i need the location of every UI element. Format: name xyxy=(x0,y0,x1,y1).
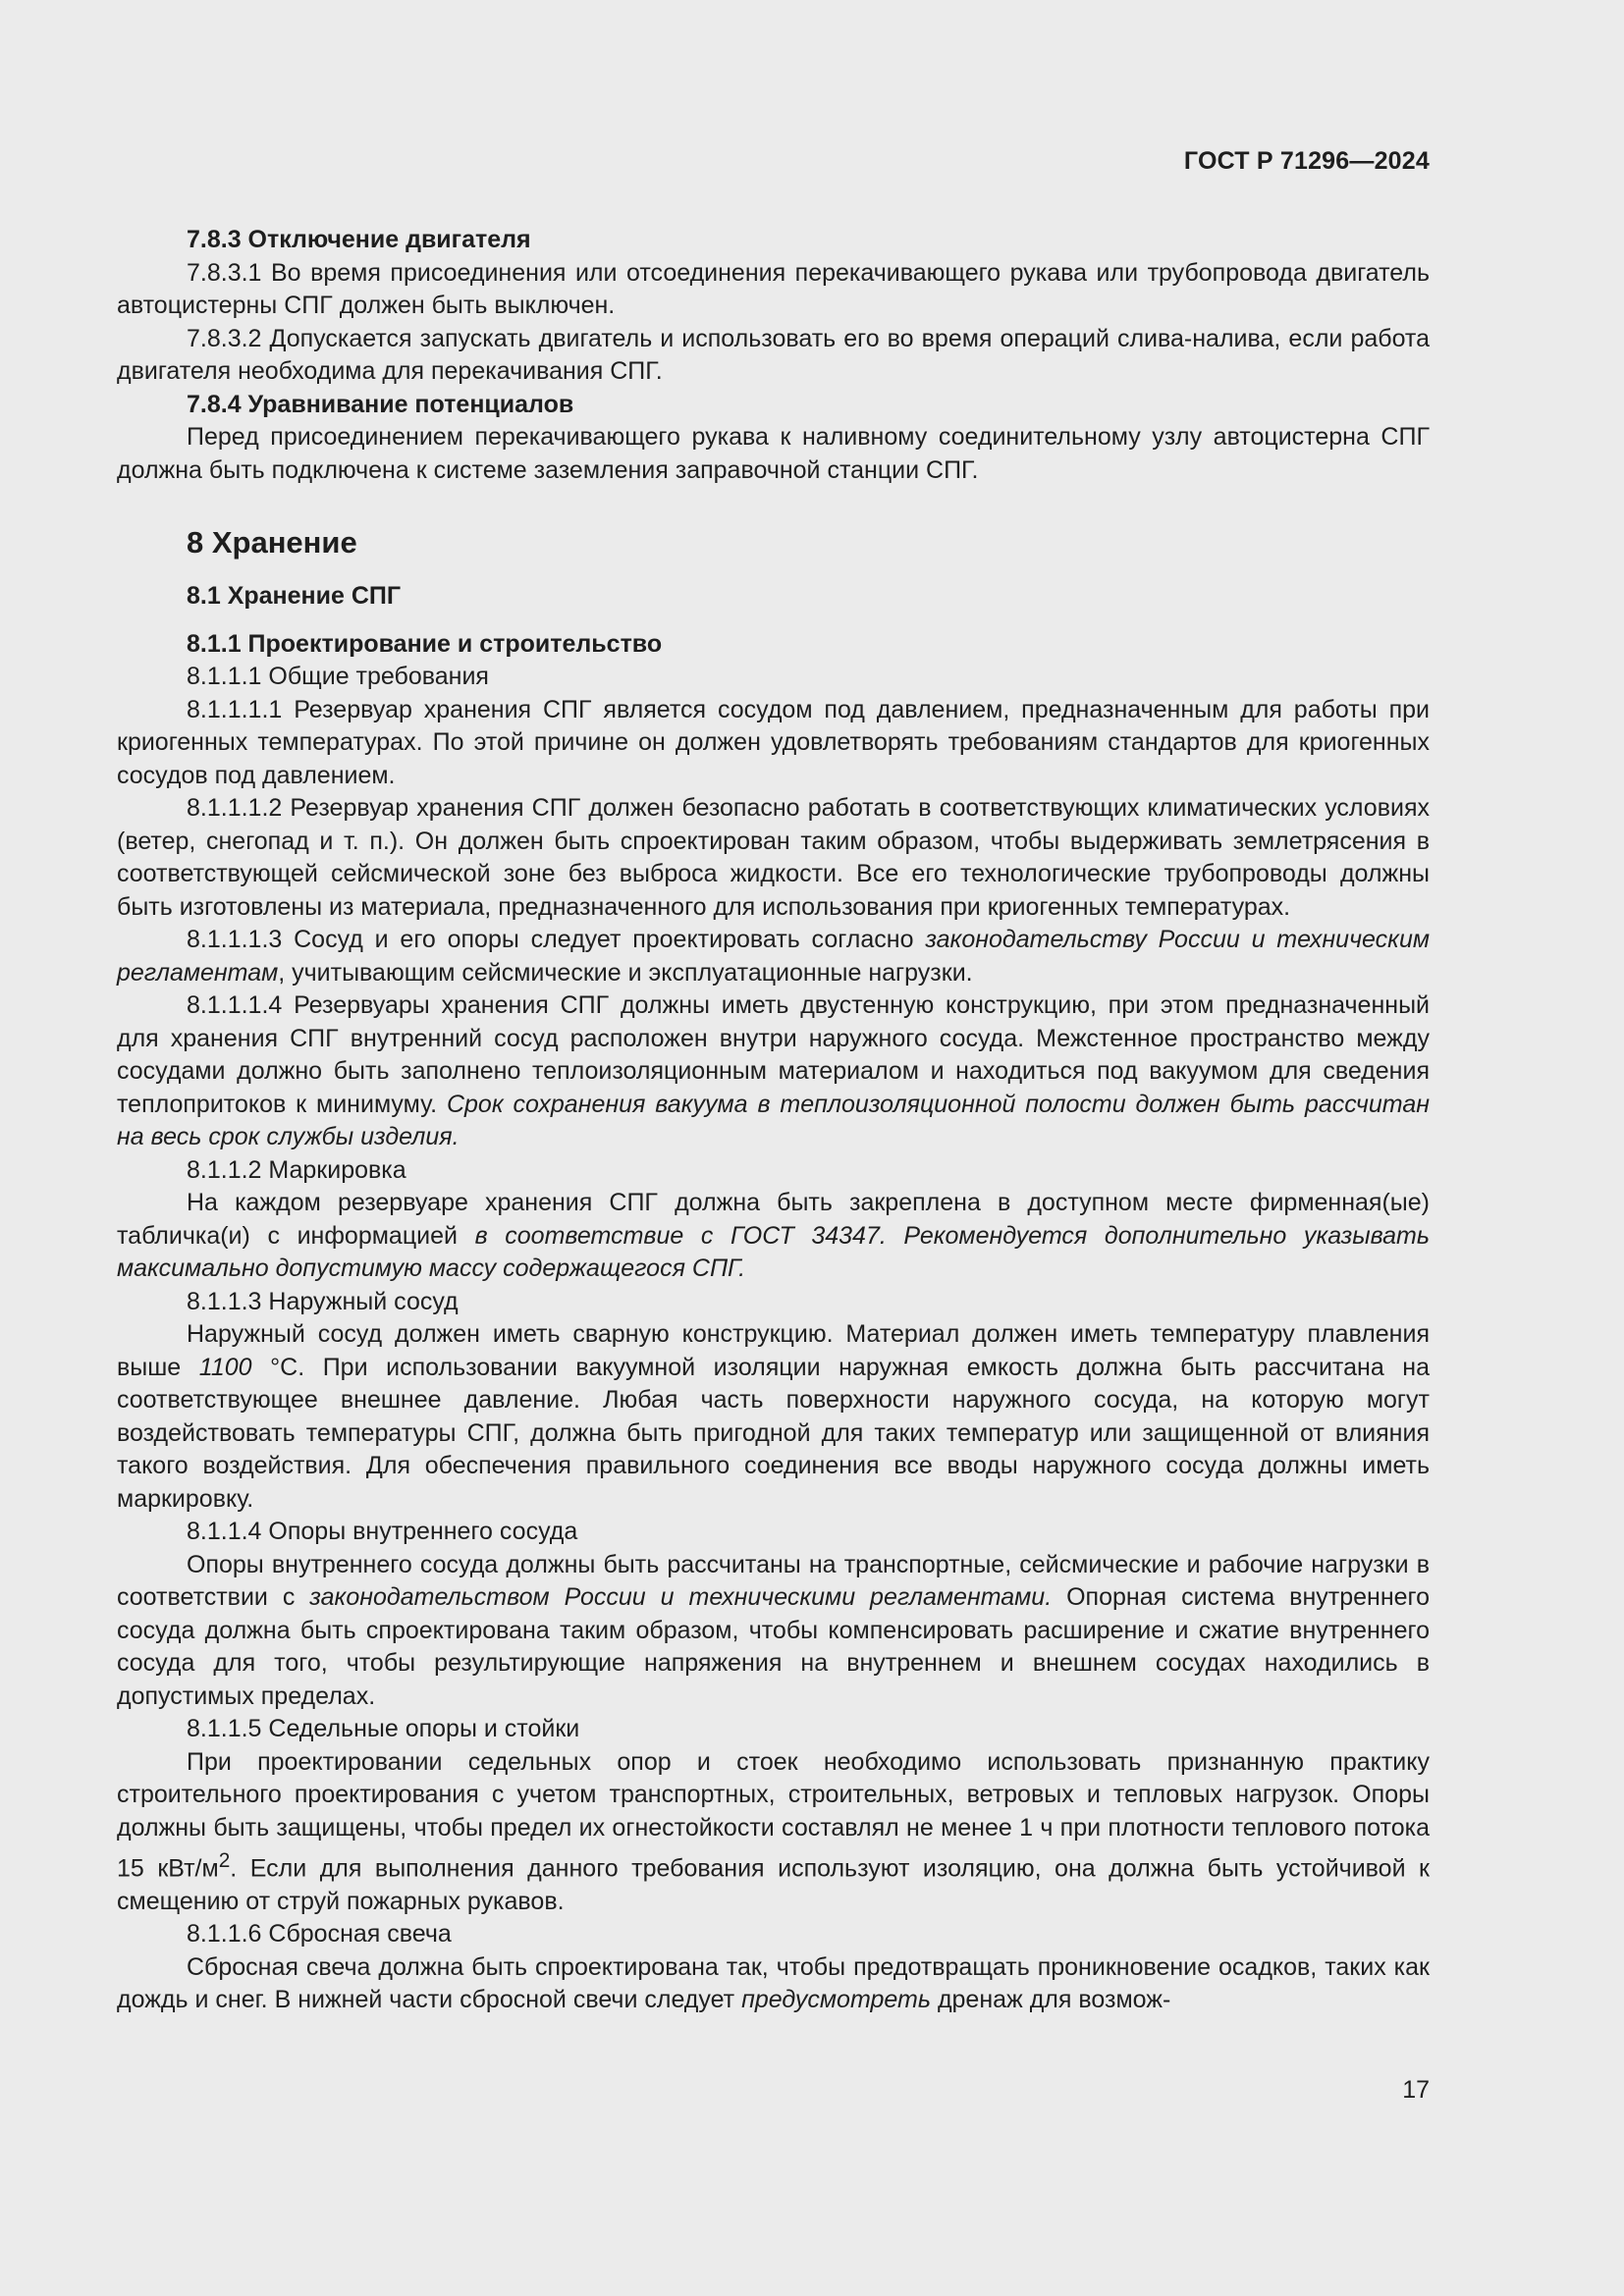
italic-span: Срок сохранения вакуума в теплоизоляционной полости должен быть рассчитан на весь срок службы изделия. xyxy=(117,1090,1430,1150)
paragraph-8-1-1-1-4 xyxy=(117,989,1430,1154)
text-span: Наружный сосуд должен иметь сварную конструкцию. Материал должен иметь температуру плавления выше xyxy=(117,1320,1430,1381)
section-heading-8: 8 Хранение xyxy=(187,525,357,560)
text-span: 8.1.1.1.3 Сосуд и его опоры следует проектировать согласно xyxy=(187,926,926,953)
document-id-header: ГОСТ Р 71296—2024 xyxy=(1183,147,1430,175)
text-span: . Если для выполнения данного требования используют изоляцию, она должна быть устойчивой к смещению от струй пожарных рукавов. xyxy=(117,1854,1430,1915)
text-span: 8.1.1.1.4 Резервуары хранения СПГ должны иметь двустенную конструкцию, при этом предназначенный для хранения СПГ внутренний сосуд расположен внутри наружного сосуда. Межстенное пространство между сосудами должно быть заполнено теплоизоляционным материалом и находиться под вакуумом для сведения теплопритоков к минимуму. xyxy=(117,991,1430,1118)
italic-span: предусмотреть xyxy=(741,1986,931,2014)
page-content xyxy=(117,224,1430,2017)
heading-7-8-4: 7.8.4 Уравнивание потенциалов xyxy=(187,390,574,418)
paragraph-7-8-3-2: 7.8.3.2 Допускается запускать двигатель и использовать его во время операций слива-налива, если работа двигателя необходима для перекачивания СПГ. xyxy=(117,324,1430,385)
text-span: При проектировании седельных опор и стоек необходимо использовать признанную практику строительного проектирования с учетом транспортных, строительных, ветровых и тепловых нагрузок. Опоры должны быть защищены, чтобы предел их огнестойкости составлял не менее 1 ч при плотности теплового потока 15 кВт/м xyxy=(117,1747,1430,1883)
italic-span: 1100 xyxy=(198,1353,252,1381)
heading-7-8-3: 7.8.3 Отключение двигателя xyxy=(187,226,531,253)
text-span: Сбросная свеча должна быть спроектирована так, чтобы предотвращать проникновение осадков, таких как дождь и снег. В нижней части сбросной свечи следует xyxy=(117,1952,1430,2014)
heading-8-1-1-3: 8.1.1.3 Наружный сосуд xyxy=(187,1287,459,1315)
text-span: Опоры внутреннего сосуда должны быть рассчитаны на транспортные, сейсмические и рабочие нагрузки в соответствии с xyxy=(117,1550,1430,1611)
heading-8-1-1-5: 8.1.1.5 Седельные опоры и стойки xyxy=(187,1715,580,1742)
heading-8-1-1-1: 8.1.1.1 Общие требования xyxy=(187,663,489,690)
paragraph-8-1-1-1-1: 8.1.1.1.1 Резервуар хранения СПГ является сосудом под давлением, предназначенным для работы при криогенных температурах. По этой причине он должен удовлетворять требованиям стандартов для криогенных сосудов под давлением. xyxy=(117,695,1430,789)
paragraph-8-1-1-6 xyxy=(117,1951,1430,2017)
paragraph-7-8-3-1: 7.8.3.1 Во время присоединения или отсоединения перекачивающего рукава или трубопровода двигатель автоцистерны СПГ должен быть выключен. xyxy=(117,258,1430,319)
paragraph-8-1-1-3 xyxy=(117,1318,1430,1516)
heading-8-1-1-4: 8.1.1.4 Опоры внутреннего сосуда xyxy=(187,1518,578,1545)
heading-8-1-1-2: 8.1.1.2 Маркировка xyxy=(187,1155,406,1184)
paragraph-7-8-4: Перед присоединением перекачивающего рукава к наливному соединительному узлу автоцистерна СПГ должна быть подключена к системе заземления заправочной станции СПГ. xyxy=(117,423,1430,484)
italic-span: законодательству России и техническим регламентам xyxy=(117,926,1430,987)
heading-8-1-1-6: 8.1.1.6 Сбросная свеча xyxy=(187,1920,452,1949)
paragraph-8-1-1-2 xyxy=(117,1187,1430,1286)
superscript: 2 xyxy=(218,1849,231,1872)
heading-8-1: 8.1 Хранение СПГ xyxy=(187,582,402,610)
paragraph-8-1-1-4 xyxy=(117,1549,1430,1714)
italic-span: законодательством России и техническими регламентами. xyxy=(309,1583,1053,1611)
text-span: дренаж для возмож- xyxy=(931,1986,1171,2014)
page-number: 17 xyxy=(1402,2076,1430,2104)
text-span: Опорная система внутреннего сосуда должна быть спроектирована таким образом, чтобы компенсировать расширение и сжатие внутреннего сосуда для того, чтобы результирующие напряжения на внутреннем и внешнем сосудах находились в допустимых пределах. xyxy=(117,1583,1431,1710)
paragraph-8-1-1-5 xyxy=(117,1746,1430,1919)
paragraph-8-1-1-1-2: 8.1.1.1.2 Резервуар хранения СПГ должен безопасно работать в соответствующих климатических условиях (ветер, снегопад и т. п.). Он должен быть спроектирован таким образом, чтобы выдерживать землетрясения в соответствующей сейсмической зоне без выброса жидкости. Все его технологические трубопроводы должны быть изготовлены из материала, предназначенного для использования при криогенных температурах. xyxy=(117,794,1430,921)
text-span: На каждом резервуаре хранения СПГ должна быть закреплена в доступном месте фирменная(ые) табличка(и) с информацией xyxy=(117,1189,1430,1250)
heading-8-1-1: 8.1.1 Проектирование и строительство xyxy=(187,629,663,658)
text-span: , учитывающим сейсмические и эксплуатационные нагрузки. xyxy=(278,958,973,987)
paragraph-8-1-1-1-3 xyxy=(117,924,1430,989)
text-span: °C. При использовании вакуумной изоляции наружная емкость должна быть рассчитана на соответствующее внешнее давление. Любая часть поверхности наружного сосуда, на которую могут воздействовать температуры СПГ, должна быть пригодной для таких температур или защищенной от влияния такого воздействия. Для обеспечения правильного соединения все вводы наружного сосуда должны иметь маркировку. xyxy=(117,1353,1431,1513)
italic-span: в соответствие с ГОСТ 34347. Рекомендуется дополнительно указывать максимально допустимую массу содержащегося СПГ. xyxy=(117,1221,1430,1282)
